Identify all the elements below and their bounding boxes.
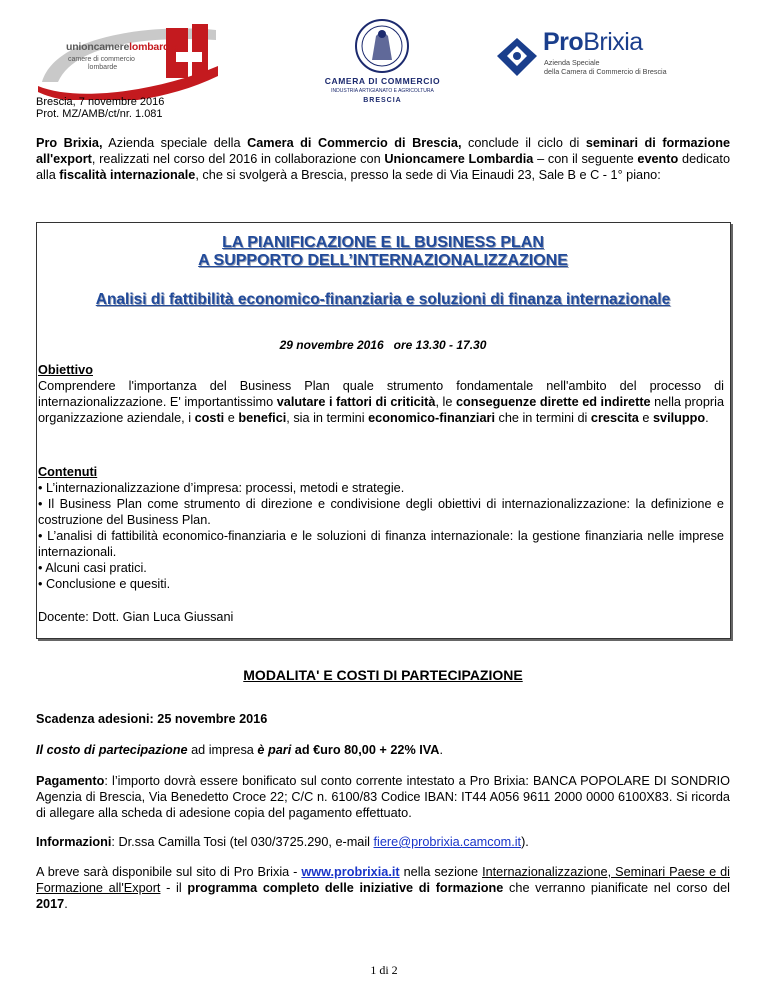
date-block xyxy=(36,96,164,120)
university-seal-icon xyxy=(300,18,465,76)
contenuti-section xyxy=(38,464,724,592)
camera-name: CAMERA DI COMMERCIO xyxy=(324,76,441,86)
scadenza-line: Scadenza adesioni: 25 novembre 2016 xyxy=(36,712,268,726)
event-title-line1: LA PIANIFICAZIONE E IL BUSINESS PLAN xyxy=(222,234,544,251)
unioncamere-sub-2: lombarde xyxy=(88,64,118,71)
camera-city: BRESCIA xyxy=(363,97,402,104)
unioncamere-sub-1: camere di commercio xyxy=(68,56,135,63)
obiettivo-heading: Obiettivo xyxy=(38,363,93,377)
email-link[interactable]: fiere@probrixia.camcom.it xyxy=(373,835,522,849)
protocol-line: Prot. MZ/AMB/ct/nr. 1.081 xyxy=(36,108,163,120)
unioncamere-lombardia-name: lombardia xyxy=(129,41,178,53)
section-link[interactable]: Internazionalizzazione, Seminari Paese e di Formazione all'Export xyxy=(36,865,730,895)
intro-probrixia: Pro Brixia, xyxy=(36,136,103,150)
probrixia-mark-icon xyxy=(493,32,541,80)
event-title xyxy=(36,234,730,270)
contenuti-item: • L’analisi di fattibilità economico-finanziaria e le soluzioni di finanza internazionale: la gestione finanziaria nelle imprese internazionali. xyxy=(38,529,724,559)
event-title-line2: A SUPPORTO DELL’INTERNAZIONALIZZAZIONE xyxy=(198,252,568,269)
event-date-time: 29 novembre 2016 ore 13.30 - 17.30 xyxy=(279,338,487,352)
unioncamere-name: unioncamere xyxy=(66,41,130,53)
page-number: 1 di 2 xyxy=(370,963,398,977)
modalita-title: MODALITA' E COSTI DI PARTECIPAZIONE xyxy=(243,667,523,683)
costo-line: Il costo di partecipazione ad impresa è pari ad €uro 80,00 + 22% IVA. xyxy=(36,743,443,757)
probrixia-logo xyxy=(493,26,693,86)
event-subtitle: Analisi di fattibilità economico-finanziaria e soluzioni di finanza internazionale xyxy=(95,291,671,308)
obiettivo-section xyxy=(38,362,724,426)
camera-commercio-logo xyxy=(300,18,465,110)
unioncamere-lombardia-logo xyxy=(36,22,221,100)
date-line: Brescia, 7 novembre 2016 xyxy=(36,96,165,108)
website-link[interactable]: www.probrixia.it xyxy=(301,865,400,879)
informazioni-line: Informazioni: Dr.ssa Camilla Tosi (tel 030/3725.290, e-mail fiere@probrixia.camcom.it). xyxy=(36,835,529,849)
probrixia-brixia: Brixia xyxy=(583,28,643,56)
docente-line: Docente: Dott. Gian Luca Giussani xyxy=(38,610,234,624)
probrixia-pro: Pro xyxy=(543,28,584,56)
probrixia-sub-2: della Camera di Commercio di Brescia xyxy=(544,66,667,76)
breve-paragraph: A breve sarà disponibile sul sito di Pro Brixia - www.probrixia.it nella sezione Internazionalizzazione, Seminari Paese e di Formazione all'Export - il programma completo delle iniziative di formazione che verranno pianificate nel corso del 2017. xyxy=(36,865,730,911)
contenuti-heading: Contenuti xyxy=(38,465,98,479)
contenuti-item: • Conclusione e quesiti. xyxy=(38,577,171,591)
contenuti-item: • Alcuni casi pratici. xyxy=(38,561,147,575)
probrixia-sub-1: Azienda Speciale xyxy=(544,58,600,67)
obiettivo-text: Comprendere l'importanza del Business Plan quale strumento fondamentale nell'ambito del processo di internazionalizzazione. E' importantissimo valutare i fattori di criticità, le conseguenze dirette ed indirette nella propria organizzazione aziendale, i costi e benefici, sia in termini economico-finanziari che in termini di crescita e sviluppo. xyxy=(38,379,724,425)
camera-sub: INDUSTRIA ARTIGIANATO E AGRICOLTURA xyxy=(331,88,434,94)
contenuti-item: • Il Business Plan come strumento di direzione e condivisione degli obiettivi di internazionalizzazione: la definizione e costruzione del Business Plan. xyxy=(38,497,724,527)
pagamento-paragraph: Pagamento: l’importo dovrà essere bonificato sul conto corrente intestato a Pro Brixia: BANCA POPOLARE DI SONDRIO Agenzia di Brescia, Via Benedetto Croce 22; C/C n. 6100/83 Codice IBAN: IT44 A056 9611 2000 0000 6100X83. Si ricorda di allegare alla scheda di adesione copia del pagamento effettuato. xyxy=(36,774,730,820)
contenuti-item: • L’internazionalizzazione d’impresa: processi, metodi e strategie. xyxy=(38,481,405,495)
intro-paragraph: Pro Brixia, Azienda speciale della Camera di Commercio di Brescia, conclude il ciclo di seminari di formazione all'export, realizzati nel corso del 2016 in collaborazione con Unioncamere Lombardia – con il seguente evento dedicato alla fiscalità internazionale, che si svolgerà a Brescia, presso la sede di Via Einaudi 23, Sale B e C - 1° piano: xyxy=(36,136,731,182)
